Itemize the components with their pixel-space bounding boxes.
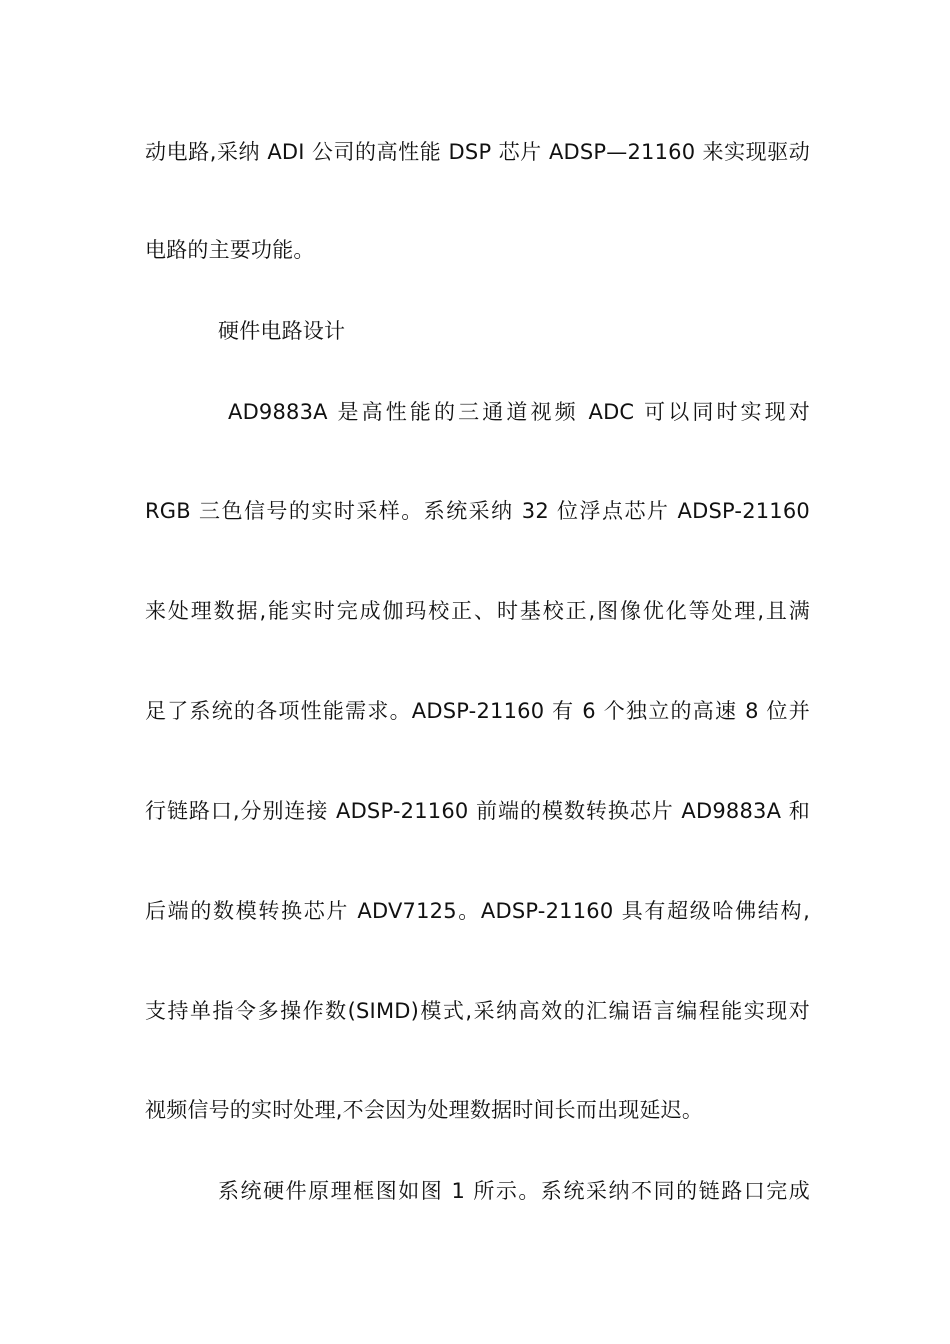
text-line: 支持单指令多操作数(SIMD)模式,采纳高效的汇编语言编程能实现对	[145, 999, 810, 1023]
text-line: 视频信号的实时处理,不会因为处理数据时间长而出现延迟。	[145, 1098, 704, 1122]
text-line: 电路的主要功能。	[145, 238, 315, 262]
text-line: 足了系统的各项性能需求。ADSP-21160 有 6 个独立的高速 8 位并	[145, 699, 810, 723]
text-line: RGB 三色信号的实时采样。系统采纳 32 位浮点芯片 ADSP-21160	[145, 499, 810, 523]
section-heading: 硬件电路设计	[218, 319, 346, 343]
text-line: 后端的数模转换芯片 ADV7125。ADSP-21160 具有超级哈佛结构,	[145, 899, 810, 923]
text-line: 动电路,采纳 ADI 公司的高性能 DSP 芯片 ADSP—21160 来实现驱动	[145, 140, 810, 164]
text-line: AD9883A 是高性能的三通道视频 ADC 可以同时实现对	[228, 400, 810, 424]
text-line: 系统硬件原理框图如图 1 所示。系统采纳不同的链路口完成	[218, 1179, 810, 1203]
text-line: 行链路口,分别连接 ADSP-21160 前端的模数转换芯片 AD9883A 和	[145, 799, 810, 823]
text-line: 来处理数据,能实时完成伽玛校正、时基校正,图像优化等处理,且满	[145, 599, 810, 623]
